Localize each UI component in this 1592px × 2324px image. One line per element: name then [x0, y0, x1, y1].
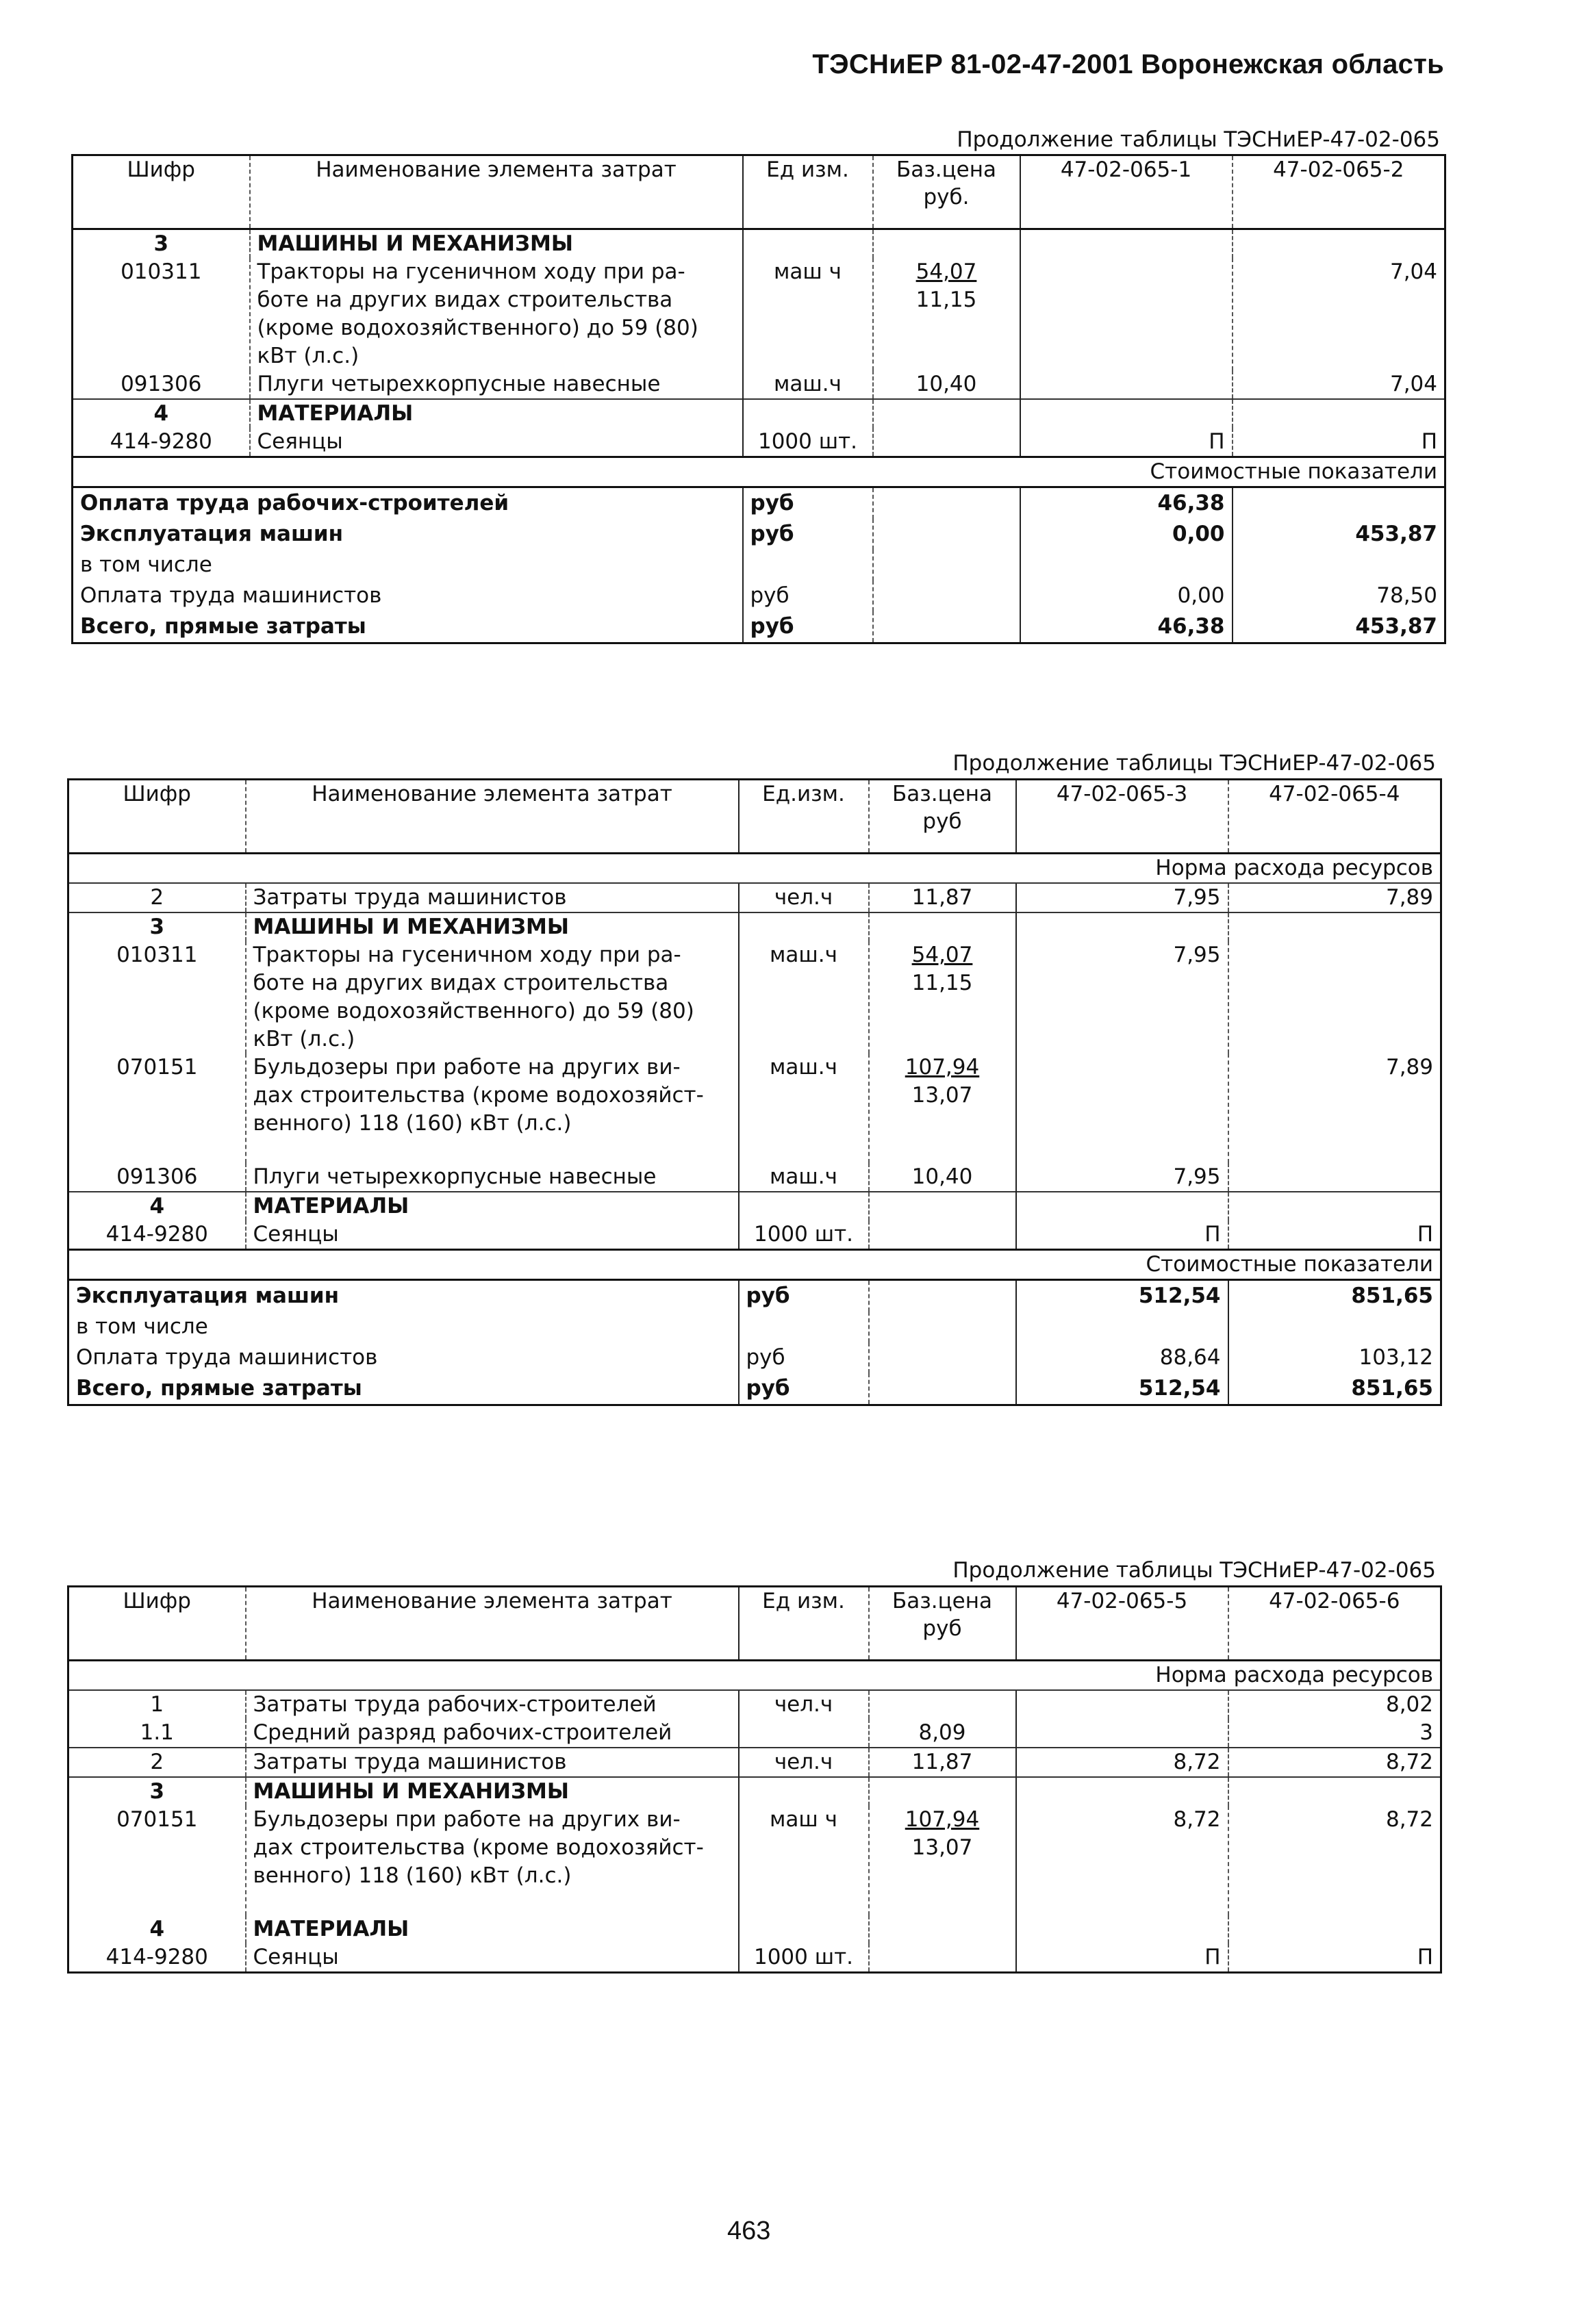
table-1	[71, 154, 1446, 644]
page-number: 463	[727, 2217, 771, 2245]
table-row: 3 МАШИНЫ И МЕХАНИЗМЫ	[68, 1777, 1441, 1806]
sum-row: в том числе	[73, 550, 1445, 580]
table-row: 414-9280 Сеянцы 1000 шт. П П	[73, 428, 1445, 457]
sum-row: Всего, прямые затраты руб 46,38 453,87	[73, 611, 1445, 643]
table-row: 091306 Плуги четырехкорпусные навесные маш.ч 10,40 7,95	[68, 1163, 1441, 1192]
table-row: 1.1 Средний разряд рабочих-строителей 8,09 3	[68, 1719, 1441, 1748]
table-row: 414-9280 Сеянцы 1000 шт. П П	[68, 1943, 1441, 1973]
page-header: ТЭСНиЕР 81-02-47-2001 Воронежская область	[812, 49, 1444, 79]
table-row: 4 МАТЕРИАЛЫ	[73, 399, 1445, 428]
table-row: 3 МАШИНЫ И МЕХАНИЗМЫ	[73, 229, 1445, 259]
sum-row: Оплата труда рабочих-строителей руб 46,38	[73, 487, 1445, 520]
table-row: 070151 Бульдозеры при работе на других ви- дах строительства (кроме водохозяйст- венного) 118 (160) кВт (л.с.) маш.ч 107,94 13,07 7,89	[68, 1054, 1441, 1163]
sum-row: Всего, прямые затраты руб 512,54 851,65	[68, 1373, 1441, 1405]
table-row: 010311 Тракторы на гусеничном ходу при ра- боте на других видах строительства (кроме водохозяйственного) до 59 (80) кВт (л.с.) маш ч 54,07 11,15 7,04	[73, 258, 1445, 370]
header-col-a: 47-02-065-1	[1020, 155, 1233, 229]
header-col-b: 47-02-065-2	[1233, 155, 1445, 229]
header-code: Шифр	[127, 157, 195, 182]
table-3	[67, 1585, 1442, 1974]
table-row: 4 МАТЕРИАЛЫ	[68, 1915, 1441, 1943]
table-row: 1 Затраты труда рабочих-строителей чел.ч 8,02	[68, 1690, 1441, 1719]
sum-row: Эксплуатация машин руб 0,00 453,87	[73, 519, 1445, 550]
sum-row: в том числе	[68, 1312, 1441, 1342]
header-col-a: 47-02-065-5	[1016, 1587, 1228, 1661]
header-code: Шифр	[123, 782, 191, 806]
header-code: Шифр	[123, 1589, 191, 1613]
table-row: 091306 Плуги четырехкорпусные навесные маш.ч 10,40 7,04	[73, 370, 1445, 399]
header-col-b: 47-02-065-4	[1228, 780, 1441, 854]
table-row: 010311 Тракторы на гусеничном ходу при ра- боте на других видах строительства (кроме водохозяйственного) до 59 (80) кВт (л.с.) маш.ч 54,07 11,15 7,95	[68, 941, 1441, 1054]
table-caption: Продолжение таблицы ТЭСНиЕР-47-02-065	[952, 1558, 1436, 1583]
norm-label-row: Норма расхода ресурсов	[68, 854, 1441, 884]
header-unit: Ед изм.	[743, 155, 873, 229]
cost-label-row: Стоимостные показатели	[73, 457, 1445, 487]
sum-row: Оплата труда машинистов руб 0,00 78,50	[73, 580, 1445, 611]
table-caption: Продолжение таблицы ТЭСНиЕР-47-02-065	[952, 751, 1436, 776]
header-unit: Ед изм.	[739, 1587, 869, 1661]
header-price: Баз.цена руб	[869, 1587, 1016, 1661]
header-unit: Ед.изм.	[739, 780, 869, 854]
header-price: Баз.цена руб	[869, 780, 1016, 854]
header-name: Наименование элемента затрат	[246, 1587, 739, 1661]
header-price: Баз.цена руб.	[873, 155, 1020, 229]
header-col-a: 47-02-065-3	[1016, 780, 1228, 854]
norm-label-row: Норма расхода ресурсов	[68, 1661, 1441, 1691]
table-caption: Продолжение таблицы ТЭСНиЕР-47-02-065	[957, 127, 1440, 152]
header-name: Наименование элемента затрат	[246, 780, 739, 854]
table-row: 4 МАТЕРИАЛЫ	[68, 1192, 1441, 1221]
sum-row: Эксплуатация машин руб 512,54 851,65	[68, 1280, 1441, 1312]
header-col-b: 47-02-065-6	[1228, 1587, 1441, 1661]
cost-label-row: Стоимостные показатели	[68, 1250, 1441, 1280]
table-row: 2 Затраты труда машинистов чел.ч 11,87 8,72 8,72	[68, 1748, 1441, 1777]
sum-row: Оплата труда машинистов руб 88,64 103,12	[68, 1342, 1441, 1373]
table-row: 2 Затраты труда машинистов чел.ч 11,87 7,95 7,89	[68, 883, 1441, 912]
table-row: 3 МАШИНЫ И МЕХАНИЗМЫ	[68, 912, 1441, 941]
table-row: 070151 Бульдозеры при работе на других ви- дах строительства (кроме водохозяйст- венного) 118 (160) кВт (л.с.) маш ч 107,94 13,07 8,72 8,72	[68, 1806, 1441, 1915]
header-name: Наименование элемента затрат	[250, 155, 743, 229]
table-2	[67, 778, 1442, 1406]
table-row: 414-9280 Сеянцы 1000 шт. П П	[68, 1221, 1441, 1250]
